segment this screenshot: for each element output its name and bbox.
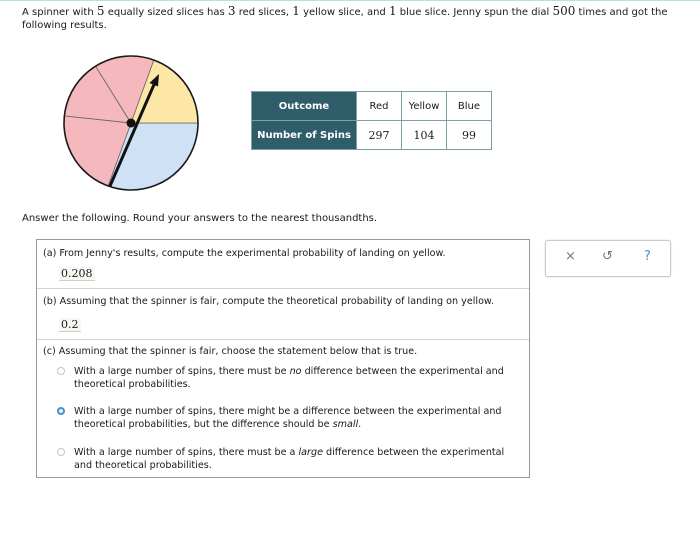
clear-icon[interactable]: × (565, 249, 576, 264)
radio-button[interactable] (57, 448, 65, 456)
part-a-question: (a) From Jenny's results, compute the experimental probability of landing on yellow. (43, 248, 446, 259)
part-c-question: (c) Assuming that the spinner is fair, choose the statement below that is true. (43, 346, 418, 357)
results-table (251, 91, 492, 150)
column-header-red: Red (357, 92, 402, 121)
choice-text: With a large number of spins, there must be a large difference between the experimental and theoretical probabilities. (74, 447, 505, 471)
undo-icon[interactable]: ↺ (602, 249, 613, 264)
column-header-blue: Blue (447, 92, 492, 121)
table-row (252, 121, 492, 150)
radio-button[interactable] (57, 367, 65, 375)
top-divider (0, 0, 700, 1)
part-c (37, 340, 529, 476)
outcome-header: Outcome (252, 92, 357, 121)
choice-text: With a large number of spins, there must be no difference between the experimental and theoretical probabilities. (74, 366, 504, 390)
problem-statement: A spinner with 5 equally sized slices has 3 red slices, 1 yellow slice, and 1 blue slice. Jenny spun the dial 500 times and got the following results. (22, 4, 668, 31)
spins-header: Number of Spins (252, 121, 357, 150)
part-b-answer[interactable]: 0.2 (61, 318, 79, 331)
part-a-answer[interactable]: 0.208 (61, 267, 93, 280)
instructions: Answer the following. Round your answers to the nearest thousandths. (22, 213, 378, 224)
answer-tools (545, 240, 671, 277)
spinner-hub (127, 119, 136, 128)
red-count: 297 (357, 121, 402, 150)
part-b (37, 289, 529, 339)
question-box (36, 239, 530, 478)
yellow-count: 104 (402, 121, 447, 150)
column-header-yellow: Yellow (402, 92, 447, 121)
radio-button[interactable] (57, 407, 65, 415)
part-b-question: (b) Assuming that the spinner is fair, compute the theoretical probability of landing on yellow. (43, 296, 494, 307)
help-icon[interactable]: ? (644, 249, 651, 264)
spinner-image (60, 52, 202, 194)
choice-text: With a large number of spins, there might be a difference between the experimental and theoretical probabilities, but the difference should be small. (74, 406, 502, 430)
part-a (37, 240, 529, 288)
table-row (252, 92, 492, 121)
blue-count: 99 (447, 121, 492, 150)
